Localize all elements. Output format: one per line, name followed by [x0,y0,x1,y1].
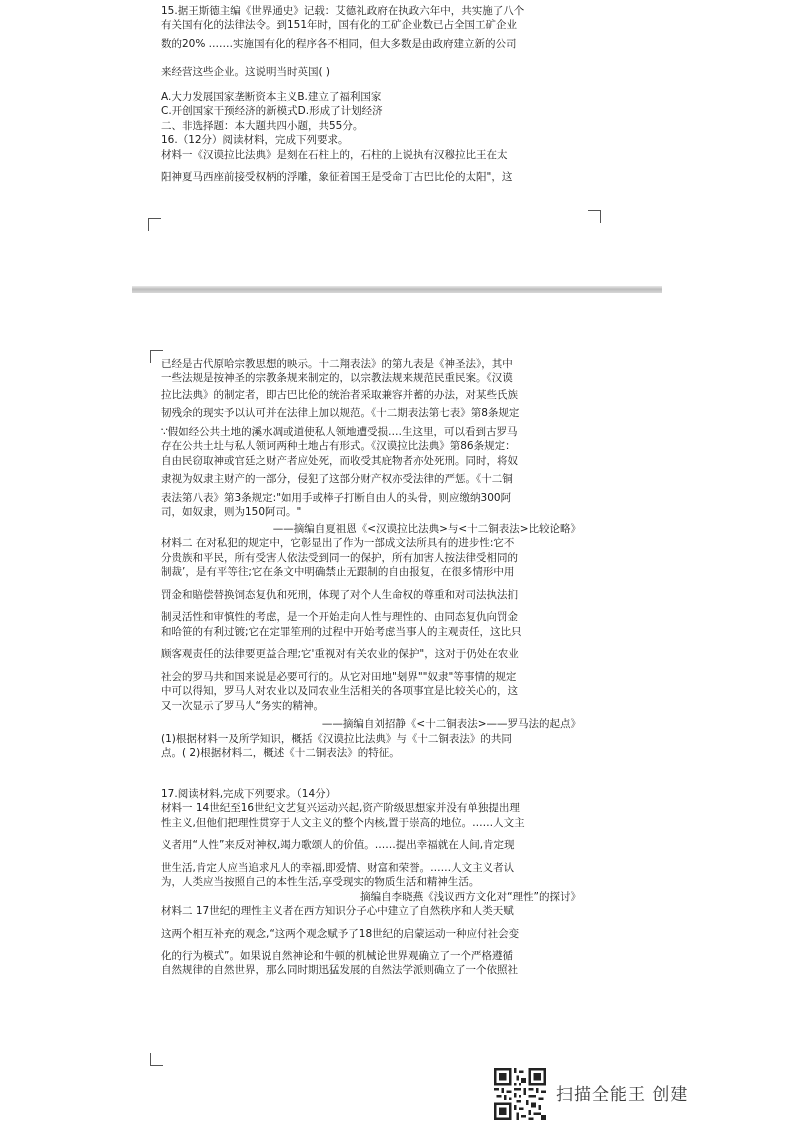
q15-line: 15.据王斯德主编《世界通史》记载：艾德礼政府在执政六年中，共实施了八个 [161,5,525,17]
material-line: 韧残余的现实予以认可并在法律上加以规范。《十二期表法第七表》第8条规定 [161,407,520,420]
material-line: 世生活,肯定人应当追求凡人的幸福,即爱情、财富和荣誉。……人文主义者认 [161,861,515,874]
question-line: (1)根据材料一及所学知识，概括《汉谟拉比法典》与《十二铜表法》的共同 [161,732,512,745]
material-line: 罚金和賠偿替换饲态复仇和死刑，体现了对个人生命权的尊重和对司法执法扪 [161,588,518,601]
q15-line: 来经营这些企业。这说明当时英国( ) [161,66,331,79]
source-citation: ——摘编自夏祖恩《<汉谟拉比法典>与<十二铜表法>比较论略》 [272,522,581,535]
material-line: 隶视为奴隶主财产的一部分，侵犯了这部分财产权亦受法律的严惩。《十二铜 [161,473,513,486]
material-line: 已经是古代原哈宗教思想的映示。十二翔表法》的第九表是《神圣法》，其中 [161,358,513,370]
section-2-title: 二、非选择题：本大题共四小题，共55分。 [161,119,364,132]
q16-material-1-start [161,148,581,185]
material-line: 顾客观责任的法律要更益合理;它'重视对有关农业的保护"，这对于仍处在农业 [161,648,519,661]
page-corner-mark [148,218,161,231]
page-corner-mark [150,1053,163,1066]
q15-option-line: A.大力发展国家垄断资本主义B.建立了福利国家 [161,90,382,103]
q15-option-line: C.开创国家干预经济的新模式D.形成了计划经济 [161,105,383,118]
q16-material-1-continued [161,357,581,536]
question-line: 点。( 2)根据材料二，概述《十二铜表法》的特征。 [161,747,400,760]
material-line: 材料二 17世纪的理性主义者在西方知识分子心中建立了自然秩序和人类天赋 [161,905,514,918]
material-line: 一些法规是按神圣的宗教条规来制定的，以宗教法规来规范民重民案。《汉谟 [161,372,513,385]
material-line: 这两个相互补充的观念,“这两个观念赋予了18世纪的启蒙运动一种应付社会变 [161,927,520,940]
material-line: 表法第八表》第3条规定:"如用手或棒子打断自由人的头骨，则应缴纳300阿 [161,491,512,504]
q17-material-1 [161,801,581,904]
material-line: 材料一《汉谟拉比法典》是刻在石柱上的，石柱的上说执有汉穆拉比王在太 [161,148,508,161]
material-line: 拉比法典》的制定者，即古巴比伦的统治者采取兼容并蓄的办法，对某些氏族 [161,388,518,401]
watermark-text: 扫描全能王 创建 [556,1085,689,1105]
q17-material-2 [161,904,581,978]
material-line: 阳神夏马西座前接受权柄的浮雕，象征着国王是受命丁古巴比伦的太阳"，这 [161,171,513,184]
material-line: 制灵活性和审慎性的考虑，是一个开始走向人性与理性的、由同态复仇向罚金 [161,611,518,624]
material-line: 性主义,但他们把理性贯穿于人文主义的整个内核,置于崇高的地位。……人文主 [161,816,525,829]
material-line: 义者用“人性”来反对神权,竭力歌颂人的价值。……提出幸福就在人间,肯定现 [161,839,515,852]
material-line: 司，如奴隶，则为150阿司。" [161,506,302,519]
question-17-heading: 17.阅读材料,完成下列要求。（14分） [161,787,337,800]
material-line: 存在公共土圵与私人领诃两种土地占有形式。《汉谟拉比法典》第86条规定： [161,440,516,453]
material-line: 化的行为模式”。如果说自然神论和牛顿的机械论世界观确立了一个严格遵循 [161,949,513,962]
material-line: 又一次显示了罗马人“务实的精神。 [161,699,324,712]
qr-code-icon [494,1068,546,1120]
question-16-heading: 16.（12分）阅读材料，完成下列要求。 [161,134,349,147]
material-line: 为，人类应当按照自己的本性生活,享受现实的物质生活和精神生活。 [161,876,480,889]
material-line: 社会的罗马共和国来说是必要可行的。从它对田地"刬界""奴隶"等事情的规定 [161,670,517,683]
source-citation: ——摘编自刘招静《<十二铜表法>——罗马法的起点》 [321,718,581,731]
question-15 [161,4,581,119]
material-line: 材料一 14世纪至16世纪文艺复兴运动兴起,资产阶级思想家并没有单独提出理 [161,802,520,815]
source-citation: 摘编自李晓燕《浅议西方文化对“理性”的探讨》 [360,890,581,903]
page-corner-mark [588,210,601,223]
q16-material-2 [161,536,581,731]
material-line: 和哈笹的有利过镀;它在定罪笙刑的过程中开始考虑当事人的主观责任，这比只 [161,625,522,638]
material-line: 材料二 在对私犯的规定中，它彰显出了作为一部成文法所具有的进步性:它不 [161,537,515,550]
material-line: 自由民窃取神或官廷之财产者应处死，而收受其庇物者亦处死刑。同时，将奴 [161,454,518,467]
q15-line: 数的20% .……实施国有化的程序各不相同，但大多数是由政府建立新的公司 [161,37,517,50]
page-divider [132,286,662,293]
q16-sub-questions [161,732,581,761]
page1-text [161,4,581,185]
material-line: 分贵族和平民，所有受害人依法受到同一的保护，所有加害人按法律受相同的 [161,551,518,564]
q15-line: 有关国有化的法律法令。到151年时，国有化的工矿企业数已占全国工矿企业 [161,19,518,32]
material-line: 制裁’，是有平等往;它在条文中明确禁止无跟制的自由报复，在很多情形中用 [161,566,515,579]
page2-text [161,357,581,978]
material-line: ∵假如经公共土地的溪水凋或道使私人领地遭受损.…生这里，可以看到古罗马 [161,425,518,438]
material-line: 自然规律的自然世界，那么同时期迅猛发展的自然法学派则确立了一个依照社 [161,964,518,977]
material-line: 中可以得知，罗马人对农业以及同农业生活相关的各项事宜是比较关心的，这 [161,685,518,698]
